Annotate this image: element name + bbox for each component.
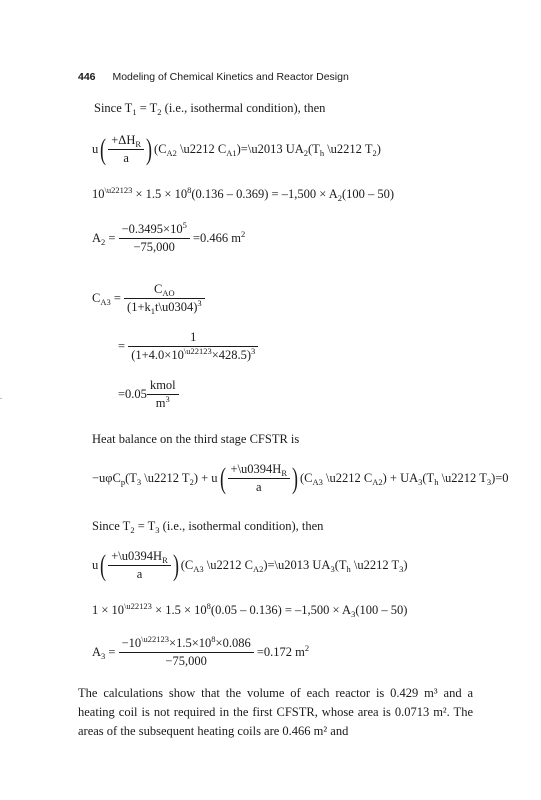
equation-ca3-numeric: = $\frac{1}{(1+4.0\times 10^{\backslash u22123}\times 428.5)^3}$ — [118, 330, 258, 363]
equation-energy-balance-2: u( $\frac{+\Delta H_R}{a}$ ) ($C_{A2}$ \u2212 $C_{A1})=\backslash u2013$ $UA_2(T_h$ \u2212 $T_2$) — [92, 132, 381, 166]
heat-balance-text: Heat balance on the third stage CFSTR is — [92, 432, 300, 446]
equation-ca3: $C_{A3}$ = $\frac{C_{AO}}{(1+k_1t\backslash u0304)^3}$ — [92, 282, 205, 315]
since-line-2: Since $T_2 = T_3$ (i.e., isothermal condition), then — [92, 519, 324, 535]
equation-a3: $A_3$ = $\frac{-10^{\backslash u22123}\times 1.5\times 10^8\times 0.086}{-75,000}$ =0.172 $m^2$ — [92, 634, 310, 668]
equation-heat-balance-3: $-u\varphi C_p(T_3$ \u2212 $T_2) + u$( $\frac{+\backslash u0394H_R}{a}$ ) ($C_{A3}$ \u2212 $C_{A2}) + UA_3(T_h$ \u2212 $T_3)=0$ — [92, 461, 509, 495]
numeric-line-2: $1 \times 10^{\backslash u22123} \times 1.5 \times 10^8(0.05 - 0.136) = -1,500 \times A_3(100 - 50)$ — [92, 601, 408, 619]
numeric-line-1: $10^{\backslash u22123} \times 1.5 \times 10^8(0.136 - 0.369) = -1,500 \times A_2(100 - 50)$ — [92, 185, 395, 203]
running-header — [78, 71, 349, 83]
since-line-1: Since $T_1 = T_2$ (i.e., isothermal condition), then — [94, 101, 326, 117]
page-number: 446 — [78, 71, 96, 83]
equation-energy-balance-3: u( $\frac{+\backslash u0394H_R}{a}$ ) ($C_{A3}$ \u2212 $C_{A2})=\backslash u2013$ $UA_3(T_h$ \u2212 $T_3$) — [92, 548, 408, 582]
conclusion-paragraph: The calculations show that the volume of each reactor is 0.429 m³ and a heating coil is not required in the first CFSTR, whose area is 0.0713 m². The areas of the subsequent heating coils are 0.466 m² and — [78, 686, 473, 738]
edge-mark — [0, 398, 2, 399]
running-title: Modeling of Chemical Kinetics and Reactor Design — [112, 71, 349, 83]
equation-a2: $A_2$ = $\frac{-0.3495\times 10^5}{-75,000}$ =0.466 $m^2$ — [92, 220, 246, 254]
equation-ca3-result: =0.05 $\frac{\text{kmol}}{m^3}$ — [118, 378, 179, 411]
